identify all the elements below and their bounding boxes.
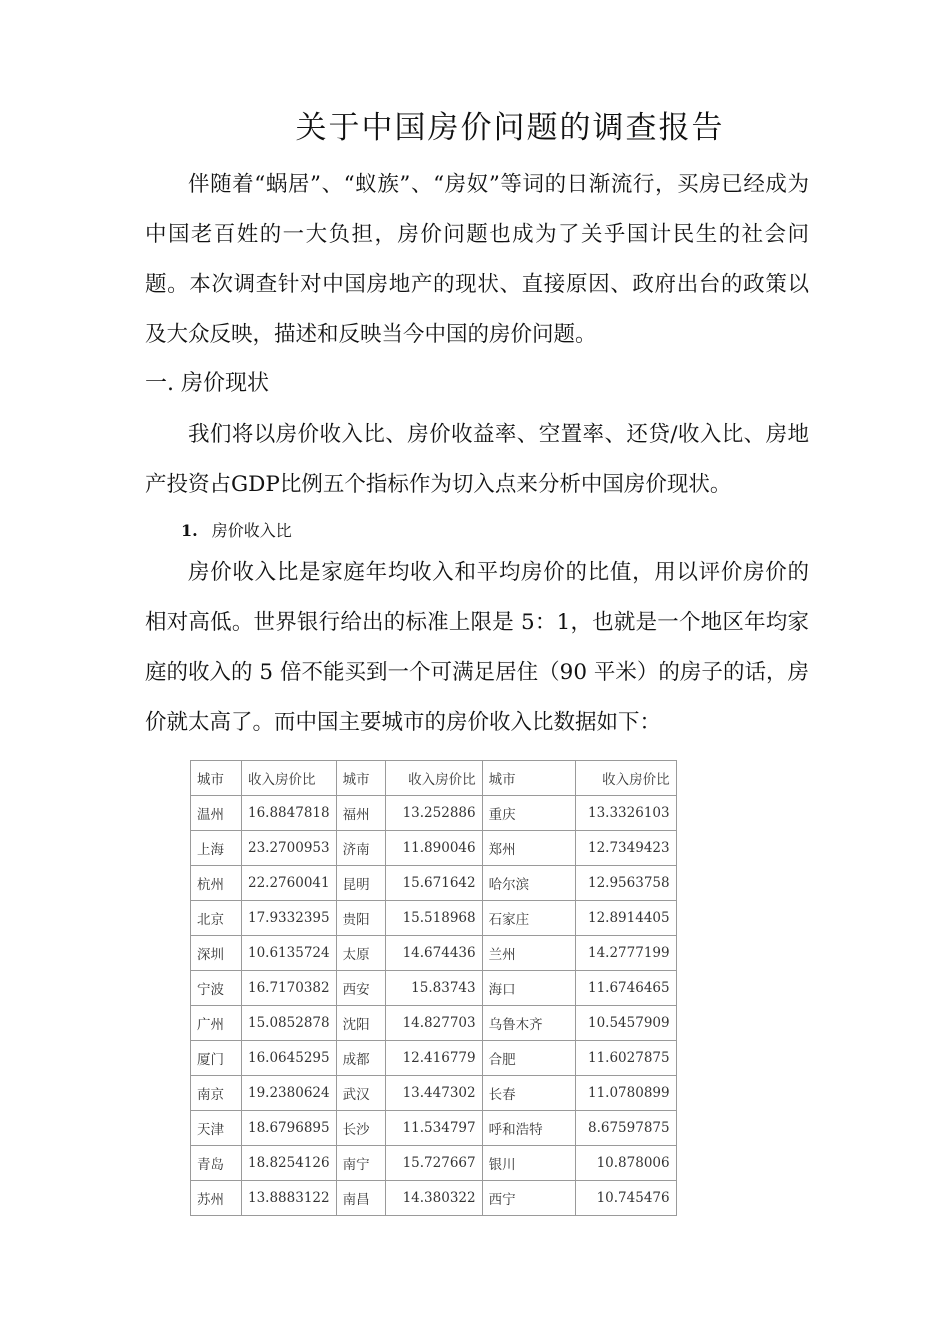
ratio-cell: 22.2760041 [242,866,337,901]
table-body [191,796,677,1216]
city-cell: 南京 [191,1076,242,1111]
section-paragraph: 我们将以房价收入比、房价收益率、空置率、还贷/收入比、房地产投资占GDP比例五个指标作为切入点来分析中国房价现状。 [145,422,809,497]
ratio-cell: 10.5457909 [575,1006,676,1041]
subsection-number: 1. [181,521,198,540]
city-cell: 深圳 [191,936,242,971]
ratio-cell: 13.3326103 [575,796,676,831]
ratio-cell: 18.8254126 [242,1146,337,1181]
city-cell: 温州 [191,796,242,831]
city-cell: 哈尔滨 [482,866,575,901]
table-row [191,936,677,971]
page-title: 关于中国房价问题的调查报告 [295,110,725,146]
ratio-cell: 12.8914405 [575,901,676,936]
city-cell: 贵阳 [336,901,385,936]
ratio-cell: 14.674436 [385,936,482,971]
city-cell: 太原 [336,936,385,971]
city-cell: 乌鲁木齐 [482,1006,575,1041]
city-cell: 石家庄 [482,901,575,936]
city-cell: 长春 [482,1076,575,1111]
ratio-cell: 11.6027875 [575,1041,676,1076]
city-cell: 西宁 [482,1181,575,1216]
city-cell: 西安 [336,971,385,1006]
ratio-cell: 10.6135724 [242,936,337,971]
ratio-cell: 12.9563758 [575,866,676,901]
city-cell: 昆明 [336,866,385,901]
ratio-cell: 13.8883122 [242,1181,337,1216]
ratio-cell: 15.518968 [385,901,482,936]
city-cell: 成都 [336,1041,385,1076]
ratio-cell: 11.0780899 [575,1076,676,1111]
table-row [191,831,677,866]
ratio-cell: 16.8847818 [242,796,337,831]
ratio-cell: 15.727667 [385,1146,482,1181]
city-cell: 福州 [336,796,385,831]
city-cell: 北京 [191,901,242,936]
ratio-cell: 10.745476 [575,1181,676,1216]
ratio-cell: 10.878006 [575,1146,676,1181]
subsection-title: 房价收入比 [211,521,292,540]
ratio-cell: 14.827703 [385,1006,482,1041]
city-cell: 广州 [191,1006,242,1041]
ratio-cell: 16.0645295 [242,1041,337,1076]
header-cell: 城市 [482,761,575,796]
city-cell: 天津 [191,1111,242,1146]
city-cell: 武汉 [336,1076,385,1111]
city-cell: 南昌 [336,1181,385,1216]
city-cell: 兰州 [482,936,575,971]
ratio-cell: 14.380322 [385,1181,482,1216]
table-row [191,901,677,936]
table-row [191,1076,677,1111]
ratio-cell: 16.7170382 [242,971,337,1006]
city-cell: 呼和浩特 [482,1111,575,1146]
ratio-cell: 13.447302 [385,1076,482,1111]
city-cell: 长沙 [336,1111,385,1146]
city-cell: 郑州 [482,831,575,866]
city-cell: 苏州 [191,1181,242,1216]
header-cell: 收入房价比 [242,761,337,796]
table-row [191,866,677,901]
table-row [191,1006,677,1041]
table-header-row [191,761,677,796]
table-row [191,1111,677,1146]
ratio-cell: 11.6746465 [575,971,676,1006]
table-row [191,1181,677,1216]
city-cell: 银川 [482,1146,575,1181]
ratio-cell: 18.6796895 [242,1111,337,1146]
city-cell: 杭州 [191,866,242,901]
ratio-cell: 11.890046 [385,831,482,866]
subsection-heading [181,517,292,545]
ratio-cell: 14.2777199 [575,936,676,971]
header-cell: 收入房价比 [575,761,676,796]
city-cell: 合肥 [482,1041,575,1076]
city-cell: 济南 [336,831,385,866]
header-cell: 城市 [336,761,385,796]
ratio-cell: 15.83743 [385,971,482,1006]
section-heading-price-status: 一. 房价现状 [145,371,269,396]
ratio-cell: 13.252886 [385,796,482,831]
table-row [191,1041,677,1076]
ratio-cell: 11.534797 [385,1111,482,1146]
ratio-cell: 8.67597875 [575,1111,676,1146]
table-row [191,971,677,1006]
ratio-cell: 17.9332395 [242,901,337,936]
ratio-cell: 15.0852878 [242,1006,337,1041]
table-row [191,1146,677,1181]
city-cell: 宁波 [191,971,242,1006]
city-cell: 青岛 [191,1146,242,1181]
city-cell: 南宁 [336,1146,385,1181]
subsection-paragraph: 房价收入比是家庭年均收入和平均房价的比值，用以评价房价的相对高低。世界银行给出的标准上限是 5：1，也就是一个地区年均家庭的收入的 5 倍不能买到一个可满足居住（90 平米）的房子的话，房价就太高了。而中国主要城市的房价收入比数据如下： [145,560,809,735]
ratio-cell: 23.2700953 [242,831,337,866]
intro-paragraph: 伴随着“蜗居”、“蚁族”、“房奴”等词的日渐流行，买房已经成为中国老百姓的一大负担，房价问题也成为了关乎国计民生的社会问题。本次调查针对中国房地产的现状、直接原因、政府出台的政策以及大众反映，描述和反映当今中国的房价问题。 [145,172,809,347]
ratio-cell: 15.671642 [385,866,482,901]
ratio-cell: 12.7349423 [575,831,676,866]
city-cell: 上海 [191,831,242,866]
table-row [191,796,677,831]
ratio-cell: 12.416779 [385,1041,482,1076]
city-cell: 沈阳 [336,1006,385,1041]
city-cell: 海口 [482,971,575,1006]
city-cell: 重庆 [482,796,575,831]
header-cell: 收入房价比 [385,761,482,796]
ratio-cell: 19.2380624 [242,1076,337,1111]
header-cell: 城市 [191,761,242,796]
city-cell: 厦门 [191,1041,242,1076]
price-income-ratio-table [190,760,677,1216]
